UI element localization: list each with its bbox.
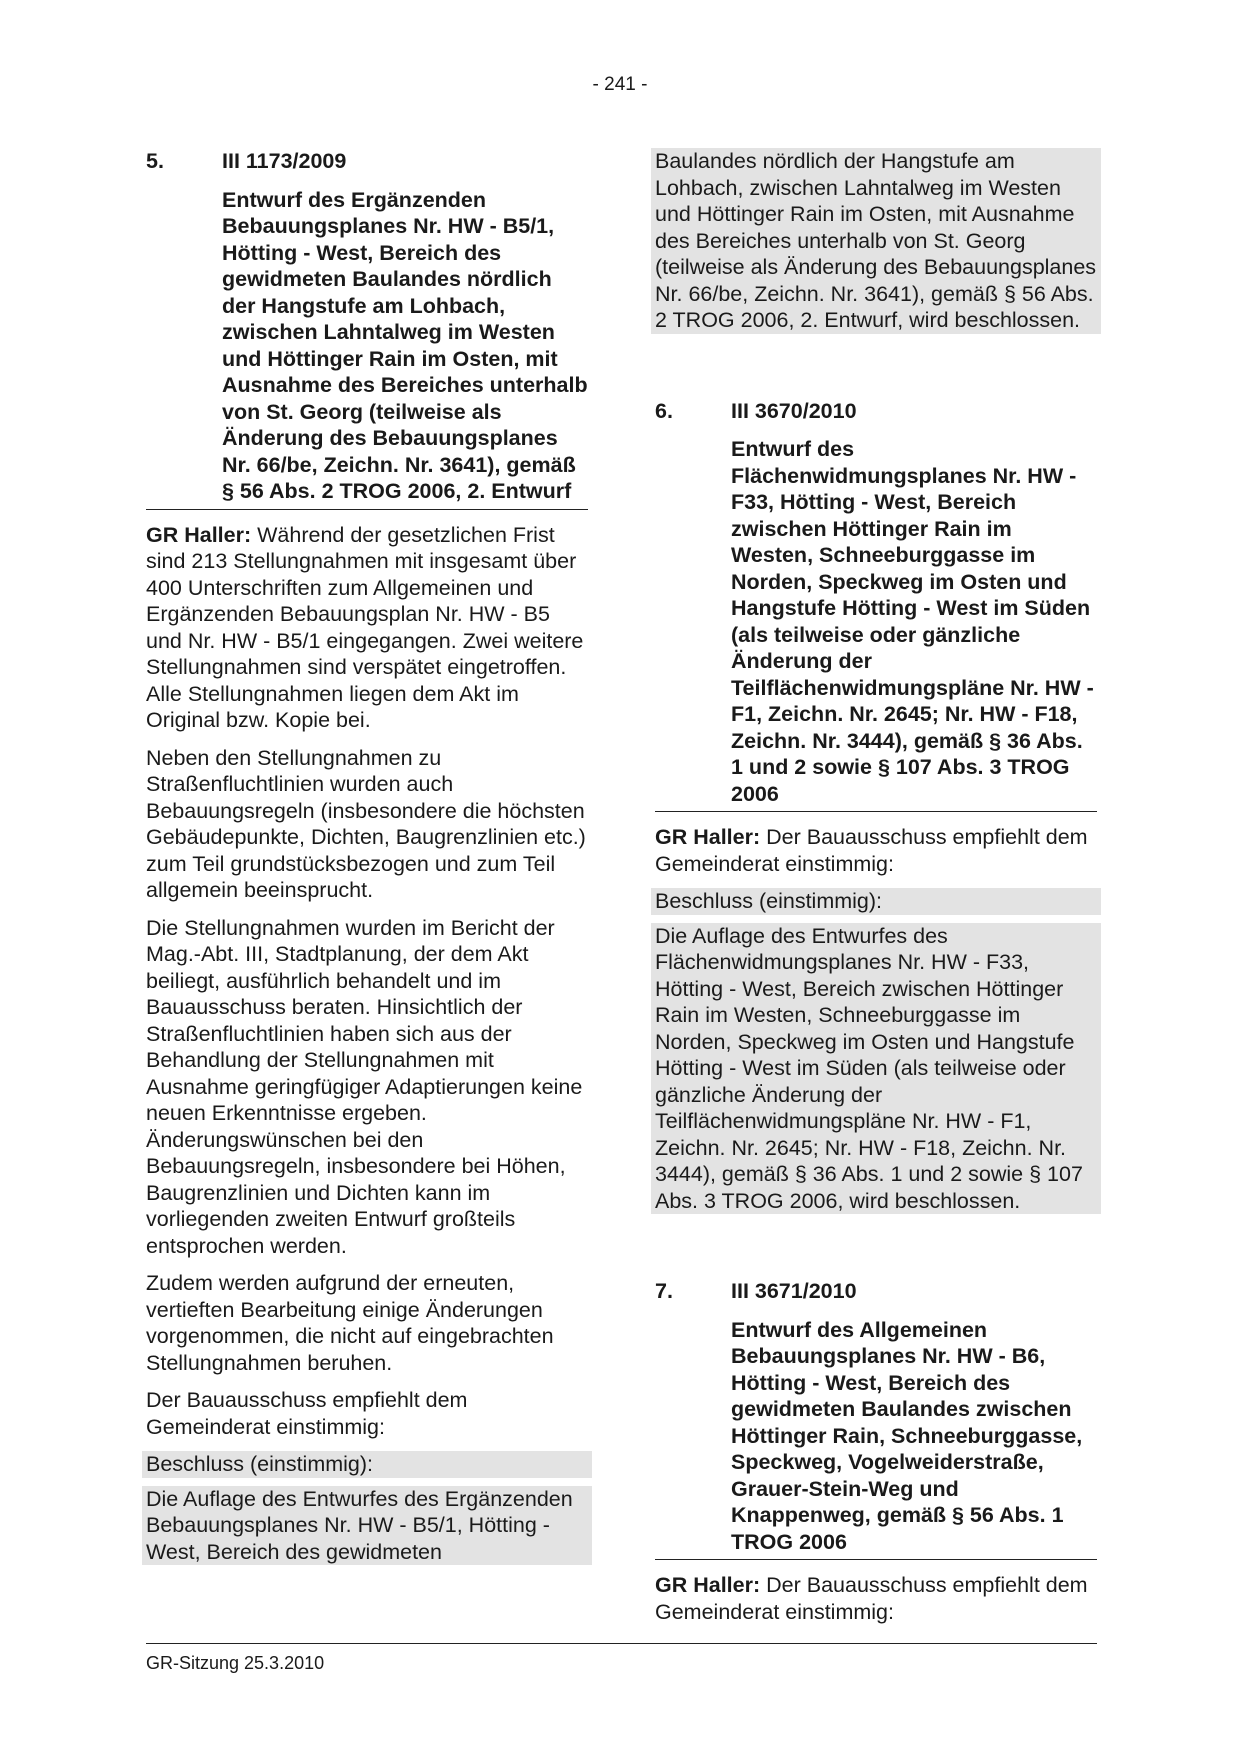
speaker-paragraph	[146, 522, 588, 734]
speaker-name: GR Haller:	[655, 825, 761, 849]
resolution-label: Beschluss (einstimmig):	[651, 888, 1101, 915]
right-column	[655, 148, 1097, 1636]
item-reference: III 3670/2010	[731, 398, 857, 423]
item-number: 7.	[655, 1279, 673, 1303]
speaker-text: Der Bauausschuss empfiehlt dem Gemeinderat einstimmig:	[655, 1573, 1088, 1624]
item-title: Entwurf des Ergänzenden Bebauungsplanes Nr. HW - B5/1, Hötting - West, Bereich des gewidmeten Baulandes nördlich der Hangstufe am Lohbach, zwischen Lahntalweg im Westen und Höttinger Rain im Osten, mit Ausnahme des Bereiches unterhalb von St. Georg (teilweise als Änderung des Bebauungsplanes Nr. 66/be, Zeichn. Nr. 3641), gemäß § 56 Abs. 2 TROG 2006, 2. Entwurf	[146, 187, 588, 510]
item-number: 5.	[146, 149, 164, 173]
speaker-name: GR Haller:	[146, 522, 252, 547]
speaker-text: Der Bauausschuss empfiehlt dem Gemeinderat einstimmig:	[655, 825, 1088, 876]
paragraph: Die Stellungnahmen wurden im Bericht der Mag.-Abt. III, Stadtplanung, der dem Akt beiliegt, ausführlich behandelt und im Bauausschuss beraten. Hinsichtlich der Straßenfluchtlinien haben sich aus der Behandlung der Stellungnahmen mit Ausnahme geringfügiger Adaptierungen keine neuen Erkenntnisse ergeben. Änderungswünschen bei den Bebauungsregeln, insbesondere bei Höhen, Baugrenzlinien und Dichten kann im vorliegenden zweiten Entwurf großteils entsprochen werden.	[146, 915, 583, 1258]
item-reference: III 3671/2010	[731, 1279, 857, 1303]
item-header	[146, 148, 588, 175]
speaker-text: Während der gesetzlichen Frist sind 213 Stellungnahmen mit insgesamt über 400 Unterschriften zum Allgemeinen und Ergänzenden Bebauungsplan Nr. HW - B5 und Nr. HW - B5/1 eingegangen. Zwei weitere Stellungnahmen sind verspätet eingetroffen. Alle Stellungnahmen liegen dem Akt im Original bzw. Kopie bei.	[146, 522, 584, 732]
item-header	[655, 1278, 1097, 1305]
agenda-item-7	[655, 1278, 1097, 1625]
agenda-item-5	[146, 148, 588, 510]
page-number: - 241 -	[592, 74, 648, 95]
speaker-paragraph	[655, 824, 1097, 877]
agenda-item-6	[655, 398, 1097, 1215]
item-title: Entwurf des Allgemeinen Bebauungsplanes Nr. HW - B6, Hötting - West, Bereich des gewidmeten Baulandes zwischen Höttinger Rain, Schneeburggasse, Speckweg, Vogelweiderstraße, Grauer-Stein-Weg und Knappenweg, gemäß § 56 Abs. 1 TROG 2006	[655, 1317, 1097, 1561]
left-column	[146, 148, 588, 1565]
page-footer: GR-Sitzung 25.3.2010	[146, 1643, 1097, 1677]
resolution-label: Beschluss (einstimmig):	[142, 1451, 592, 1478]
paragraph: Zudem werden aufgrund der erneuten, vertieften Bearbeitung einige Änderungen vorgenommen, die nicht auf eingebrachten Stellungnahmen beruhen.	[146, 1271, 554, 1375]
paragraph: Der Bauausschuss empfiehlt dem Gemeinderat einstimmig:	[146, 1388, 468, 1439]
resolution-text: Die Auflage des Entwurfes des Ergänzenden Bebauungsplanes Nr. HW - B5/1, Hötting - West, Bereich des gewidmeten	[142, 1486, 592, 1566]
item-reference: III 1173/2009	[222, 149, 347, 173]
speaker-paragraph	[655, 1572, 1097, 1625]
resolution-text-continued: Baulandes nördlich der Hangstufe am Lohbach, zwischen Lahntalweg im Westen und Höttinger Rain im Osten, mit Ausnahme des Bereiches unterhalb von St. Georg (teilweise als Änderung des Bebauungsplanes Nr. 66/be, Zeichn. Nr. 3641), gemäß § 56 Abs. 2 TROG 2006, 2. Entwurf, wird beschlossen.	[651, 148, 1101, 334]
item-title: Entwurf des Flächenwidmungsplanes Nr. HW - F33, Hötting - West, Bereich zwischen Höttinger Rain im Westen, Schneeburggasse im Norden, Speckweg im Osten und Hangstufe Hötting - West im Süden (als teilweise oder gänzliche Änderung der Teilflächenwidmungspläne Nr. HW - F1, Zeichn. Nr. 2645; Nr. HW - F18, Zeichn. Nr. 3444), gemäß § 36 Abs. 1 und 2 sowie § 107 Abs. 3 TROG 2006	[655, 436, 1097, 812]
resolution-text: Die Auflage des Entwurfes des Flächenwidmungsplanes Nr. HW - F33, Hötting - West, Bereich zwischen Höttinger Rain im Westen, Schneeburggasse im Norden, Speckweg im Osten und Hangstufe Hötting - West im Süden (als teilweise oder gänzliche Änderung der Teilflächenwidmungspläne Nr. HW - F1, Zeichn. Nr. 2645; Nr. HW - F18, Zeichn. Nr. 3444), gemäß § 36 Abs. 1 und 2 sowie § 107 Abs. 3 TROG 2006, wird beschlossen.	[651, 923, 1101, 1215]
item-header	[655, 398, 1097, 425]
item-number: 6.	[655, 398, 673, 423]
paragraph: Neben den Stellungnahmen zu Straßenfluchtlinien wurden auch Bebauungsregeln (insbesondere die höchsten Gebäudepunkte, Dichten, Baugrenzlinien etc.) zum Teil grundstücksbezogen und zum Teil allgemein beeinsprucht.	[146, 745, 586, 902]
speaker-name: GR Haller:	[655, 1573, 761, 1597]
